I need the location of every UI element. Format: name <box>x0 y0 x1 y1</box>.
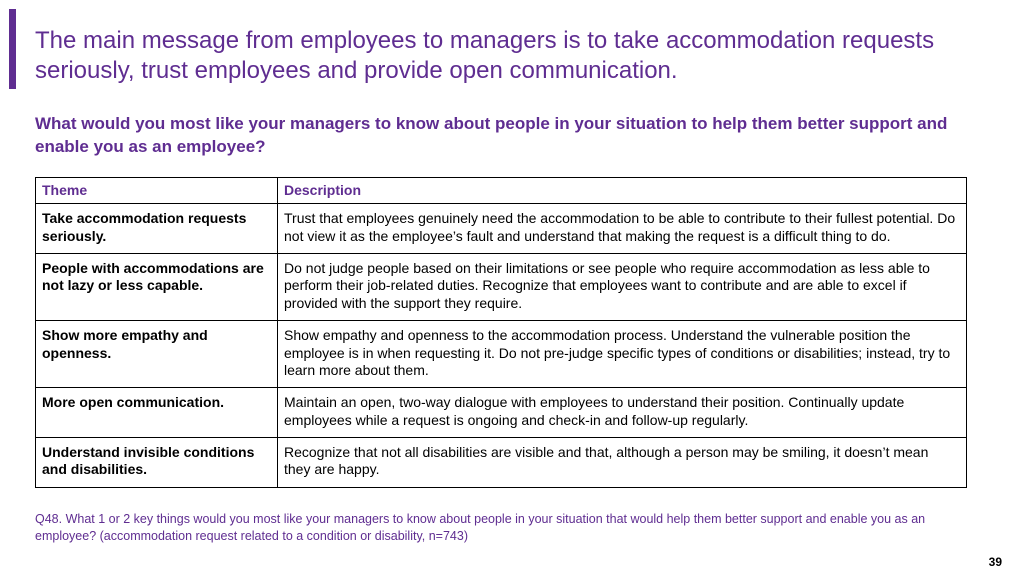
table-row <box>36 388 967 438</box>
theme-cell: Show more empathy and openness. <box>36 321 278 388</box>
table-row <box>36 204 967 254</box>
accent-bar <box>9 9 16 89</box>
description-cell: Recognize that not all disabilities are visible and that, although a person may be smiling, it doesn’t mean they are happy. <box>278 437 967 487</box>
question-heading: What would you most like your managers to know about people in your situation to help them better support and enable you as an employee? <box>35 114 948 157</box>
footnote: Q48. What 1 or 2 key things would you most like your managers to know about people in your situation that would help them better support and enable you as an employee? (accommodation request related to a condition or disability, n=743) <box>35 512 926 543</box>
description-cell: Show empathy and openness to the accommodation process. Understand the vulnerable position the employee is in when requesting it. Do not pre-judge specific types of conditions or disabilities; instead, try to learn more about them. <box>278 321 967 388</box>
table-row <box>36 321 967 388</box>
theme-cell: People with accommodations are not lazy or less capable. <box>36 254 278 321</box>
theme-description-table <box>35 177 967 488</box>
description-cell: Trust that employees genuinely need the accommodation to be able to contribute to their fullest potential. Do not view it as the employee’s fault and understand that making the request is a difficult thing to do. <box>278 204 967 254</box>
theme-cell: Understand invisible conditions and disabilities. <box>36 437 278 487</box>
theme-cell: More open communication. <box>36 388 278 438</box>
slide-title: The main message from employees to managers is to take accommodation requests seriously, trust employees and provide open communication. <box>35 27 935 85</box>
description-cell: Do not judge people based on their limitations or see people who require accommodation as less able to perform their job-related duties. Recognize that employees want to contribute and are able to excel if provided with the support they require. <box>278 254 967 321</box>
table-header-row <box>36 178 967 204</box>
table-header-description: Description <box>278 178 967 204</box>
table-header-theme: Theme <box>36 178 278 204</box>
description-cell: Maintain an open, two-way dialogue with employees to understand their position. Continually update employees while a request is ongoing and check-in and follow-up regularly. <box>278 388 967 438</box>
table-row <box>36 437 967 487</box>
theme-cell: Take accommodation requests seriously. <box>36 204 278 254</box>
table-row <box>36 254 967 321</box>
page-number: 39 <box>988 555 1002 569</box>
